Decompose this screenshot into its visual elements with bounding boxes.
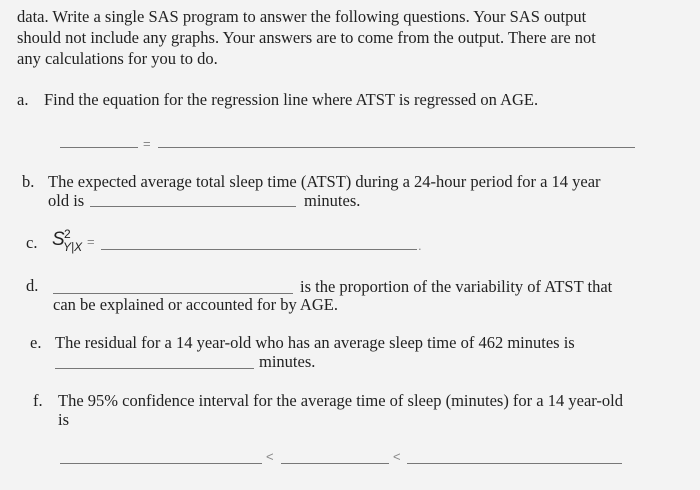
- question-a-answer-blank-right[interactable]: [158, 147, 635, 148]
- question-b-line-1: The expected average total sleep time (ATST) during a 24-hour period for a 14 year: [48, 172, 601, 191]
- question-c-superscript: 2: [64, 227, 71, 241]
- question-a-text: Find the equation for the regression line where ATST is regressed on AGE.: [44, 90, 539, 109]
- question-c-label: c.: [26, 233, 38, 252]
- question-b-line-2-prefix: old is: [48, 191, 85, 210]
- question-d-line-2: can be explained or accounted for by AGE.: [53, 295, 338, 314]
- question-e-answer-blank[interactable]: [55, 368, 254, 369]
- question-e-line-2-suffix: minutes.: [259, 352, 316, 371]
- question-c-answer-blank[interactable]: [101, 249, 417, 250]
- intro-line-2: should not include any graphs. Your answers are to come from the output. There are not: [17, 28, 596, 47]
- question-f-line-1: The 95% confidence interval for the average time of sleep (minutes) for a 14 year-old: [58, 391, 624, 410]
- question-f-label: f.: [33, 391, 43, 410]
- question-c-equals: =: [87, 234, 95, 249]
- intro-line-3: any calculations for you to do.: [17, 49, 218, 68]
- question-c-subscript: Y|X: [63, 240, 83, 254]
- question-b-label: b.: [22, 172, 35, 191]
- question-f-line-2: is: [58, 410, 70, 429]
- question-c-period: .: [418, 238, 422, 253]
- question-d-answer-blank[interactable]: [53, 293, 293, 294]
- question-b-answer-blank[interactable]: [90, 206, 296, 207]
- question-c-symbol-s: S: [52, 229, 65, 250]
- question-e-label: e.: [30, 333, 42, 352]
- question-f-mean-blank[interactable]: [281, 463, 389, 464]
- question-f-less-than-1: <: [266, 449, 274, 464]
- question-e-line-1: The residual for a 14 year-old who has an average sleep time of 462 minutes is: [55, 333, 575, 352]
- question-d-label: d.: [26, 276, 39, 295]
- question-a-equals: =: [143, 136, 151, 151]
- question-b-line-2-suffix: minutes.: [304, 191, 361, 210]
- question-f-lower-bound-blank[interactable]: [60, 463, 262, 464]
- question-a-label: a.: [17, 90, 29, 109]
- question-f-upper-bound-blank[interactable]: [407, 463, 622, 464]
- question-f-less-than-2: <: [393, 449, 401, 464]
- question-a-answer-blank-left[interactable]: [60, 147, 138, 148]
- question-d-line-1: is the proportion of the variability of ATST that: [300, 277, 613, 296]
- intro-line-1: data. Write a single SAS program to answer the following questions. Your SAS output: [17, 7, 587, 26]
